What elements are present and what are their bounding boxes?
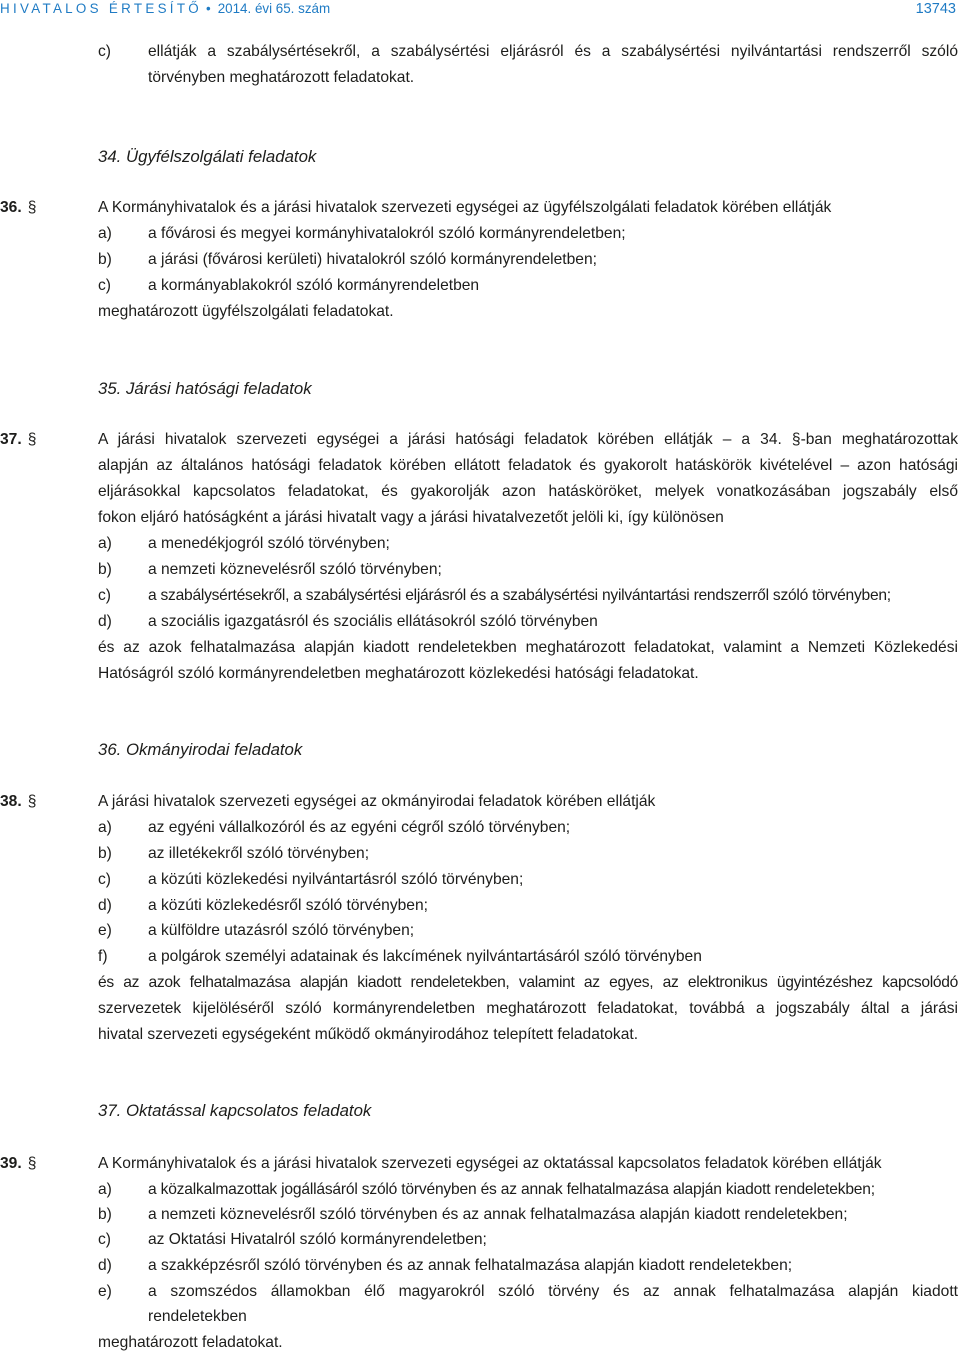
paragraph-37-closing-1: és az azok felhatalmazása alapján kiadott rendeletekben meghatározott feladatokat, valamint a Nemzeti Közlekedési [98,639,958,656]
paragraph-37-line-2: alapján az általános hatósági feladatok körében ellátott feladatok és gyakorolt hatáskörök kivételével – azon hatósági [98,457,958,474]
paragraph-38-closing-3: hivatal szervezeti egységeként működő okmányirodához telepített feladatokat. [98,1026,639,1043]
list-item-label: b) [98,251,112,268]
paragraph-38-closing-2: szervezetek kijelöléséről szóló kormányrendeletben meghatározott feladatokat, továbbá a jogszabály által a járási [98,1000,958,1017]
list-item-label: d) [98,1257,112,1274]
list-item-label: b) [98,1206,112,1223]
section-sign: § [27,199,37,216]
list-item-label: c) [98,871,111,888]
list-item-label: e) [98,1283,112,1300]
list-item-text: a közalkalmazottak jogállásáról szóló törvényben és az annak felhatalmazása alapján kiadott rendeletekben; [148,1181,875,1198]
section-sign: § [27,793,37,810]
list-item-label: e) [98,922,112,939]
section-heading-34: 34. Ügyfélszolgálati feladatok [98,147,317,166]
paragraph-number-37: 37. § [0,431,37,448]
section-sign: § [27,1155,37,1172]
list-item-text: az egyéni vállalkozóról és az egyéni cégről szóló törvényben; [148,819,571,836]
section-sign: § [27,431,37,448]
list-item-text: a közúti közlekedésről szóló törvényben; [148,897,428,914]
list-item-label: b) [98,845,112,862]
paragraph-36-closing: meghatározott ügyfélszolgálati feladatokat. [98,303,394,320]
list-item-text: a szabálysértésekről, a szabálysértési eljárásról és a szabálysértési nyilvántartási rendszerről szóló törvényben; [148,587,891,604]
list-item-text: a kormányablakokról szóló kormányrendeletben [148,277,480,294]
list-item-text: az Oktatási Hivatalról szóló kormányrendeletben; [148,1231,487,1248]
page-header [0,0,960,20]
intro-item-label: c) [98,43,111,60]
paragraph-38-closing-1: és az azok felhatalmazása alapján kiadott rendeletekben, valamint az egyes, az elektronikus ügyintézéshez kapcsolódó [98,974,958,991]
list-item-text: a szociális igazgatásról és szociális ellátásokról szóló törvényben [148,613,598,630]
list-item-text: a menedékjogról szóló törvényben; [148,535,390,552]
list-item-text: a szomszédos államokban élő magyarokról szóló törvény és az annak felhatalmazása alapján kiadott [148,1283,958,1300]
list-item-text: a külföldre utazásról szóló törvényben; [148,922,415,939]
section-heading-35: 35. Járási hatósági feladatok [98,379,312,398]
list-item-label: c) [98,587,111,604]
list-item-label: a) [98,225,112,242]
page-number: 13743 [915,1,956,17]
paragraph-37-line-3: eljárásokkal kapcsolatos feladatokat, és gyakorolják azon hatásköröket, melyek vonatkozásában jogszabály első [98,483,958,500]
intro-item-line-2: törvényben meghatározott feladatokat. [148,69,415,86]
list-item-text: a járási (fővárosi kerületi) hivatalokról szóló kormányrendeletben; [148,251,597,268]
publication-header [0,1,330,16]
list-item-label: c) [98,1231,111,1248]
paragraph-37-line-4: fokon eljáró hatóságként a járási hivatalt vagy a járási hivatalvezetőt jelöli ki, így különösen [98,509,724,526]
list-item-label: c) [98,277,111,294]
list-item-label: b) [98,561,112,578]
paragraph-number-39: 39. § [0,1155,37,1172]
paragraph-38-lead: A járási hivatalok szervezeti egységei az okmányirodai feladatok körében ellátják [98,793,656,810]
list-item-text: a nemzeti köznevelésről szóló törvényben; [148,561,442,578]
paragraph-37-closing-2: Hatóságról szóló kormányrendeletben meghatározott közlekedési hatósági feladatokat. [98,665,699,682]
list-item-text: a szakképzésről szóló törvényben és az annak felhatalmazása alapján kiadott rendeletekben; [148,1257,793,1274]
list-item-text: a nemzeti köznevelésről szóló törvényben és az annak felhatalmazása alapján kiadott rendeletekben; [148,1206,848,1223]
list-item-label: d) [98,613,112,630]
paragraph-36-lead: A Kormányhivatalok és a járási hivatalok szervezeti egységei az ügyfélszolgálati feladatok körében ellátják [98,199,832,216]
paragraph-39-lead: A Kormányhivatalok és a járási hivatalok szervezeti egységei az oktatással kapcsolatos feladatok körében ellátják [98,1155,882,1172]
list-item-label: f) [98,948,108,965]
list-item-label: a) [98,1181,112,1198]
list-item-text-continued: rendeletekben [148,1308,247,1325]
paragraph-37-line-1: A járási hivatalok szervezeti egységei a járási hatósági feladatok körében ellátják – a 34. §-ban meghatározottak [98,431,958,448]
list-item-text: a közúti közlekedési nyilvántartásról szóló törvényben; [148,871,524,888]
intro-item-line-1: ellátják a szabálysértésekről, a szabálysértési eljárásról és a szabálysértési nyilvántartási rendszerről szóló [148,43,958,60]
list-item-text: a polgárok személyi adatainak és lakcímének nyilvántartásáról szóló törvényben [148,948,702,965]
section-heading-36: 36. Okmányirodai feladatok [98,740,303,759]
section-heading-37: 37. Oktatással kapcsolatos feladatok [98,1101,372,1120]
list-item-label: a) [98,535,112,552]
list-item-label: d) [98,897,112,914]
list-item-label: a) [98,819,112,836]
publication-title: HIVATALOS ÉRTESÍTŐ [0,1,203,16]
paragraph-number-36: 36. § [0,199,37,216]
list-item-text: a fővárosi és megyei kormányhivatalokról szóló kormányrendeletben; [148,225,626,242]
issue-label: 2014. évi 65. szám [217,1,331,16]
paragraph-number-38: 38. § [0,793,37,810]
paragraph-39-closing: meghatározott feladatokat. [98,1334,283,1351]
bullet-separator: • [206,1,211,16]
list-item-text: az illetékekről szóló törvényben; [148,845,370,862]
